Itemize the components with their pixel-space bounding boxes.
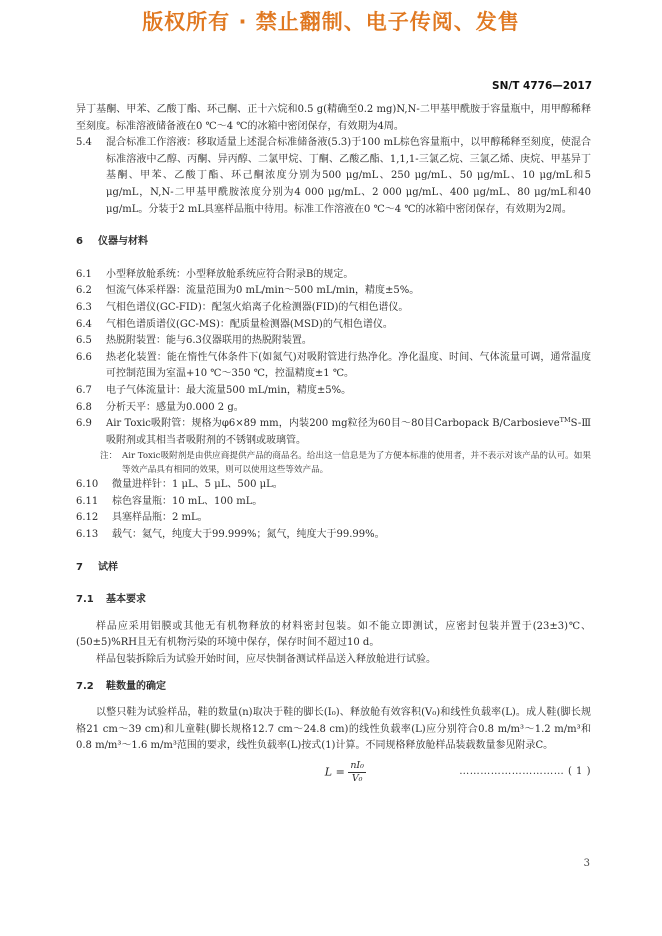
chapter-title: 仪器与材料 (98, 236, 148, 248)
item-text: 电子气体流量计：最大流量500 mL/min，精度±5%。 (106, 384, 352, 396)
list-item (76, 267, 591, 284)
list-item (76, 350, 591, 383)
item-text: 热脱附装置：能与6.3仪器联用的热脱附装置。 (106, 335, 312, 347)
chapter-number: 7 (76, 561, 83, 573)
leader-dots: ………………………… (459, 765, 565, 777)
item-text: 棕色容量瓶：10 mL、100 mL。 (112, 495, 263, 507)
item-text-part: Air Toxic吸附管：规格为φ6×89 mm，内装200 mg粒径为60目～80目Carbopack B/Carbosieve (106, 418, 560, 430)
equation-number: ( 1 ) (567, 765, 591, 777)
section-number: 7.2 (76, 680, 94, 692)
section-number: 7.1 (76, 594, 94, 606)
chapter-heading-6 (76, 234, 591, 251)
item-number: 6.5 (76, 335, 92, 347)
item-text: 恒流气体采样器：流量范围为0 mL/min～500 mL/min，精度±5%。 (106, 285, 420, 297)
list-item (76, 494, 591, 511)
item-number: 6.1 (76, 268, 92, 280)
item-text: 具塞样品瓶：2 mL。 (112, 512, 208, 524)
item-number: 6.6 (76, 351, 92, 363)
list-item (76, 333, 591, 350)
chapter-heading-7 (76, 560, 591, 577)
item-text: 载气：氦气，纯度大于99.999%；氮气，纯度大于99.99%。 (112, 529, 385, 541)
list-item (76, 317, 591, 334)
item-number: 6.13 (76, 529, 99, 541)
trademark-mark: TM (559, 416, 571, 425)
standard-number: SN/T 4776—2017 (492, 80, 592, 92)
paragraph: 样品应采用铝膜或其他无有机物释放的材料密封包装。如不能立即测试，应密封包装并置于(23±3)℃、(50±5)%RH且无有机物污染的环境中保存，保存时间不超过10 d。 (76, 620, 591, 649)
document-body (76, 102, 591, 787)
item-number: 6.12 (76, 512, 99, 524)
item-number: 6.11 (76, 495, 99, 507)
page-number: 3 (583, 858, 590, 869)
item-text: 小型释放舱系统：小型释放舱系统应符合附录B的规定。 (106, 268, 354, 280)
list-item (76, 400, 591, 417)
note-label: 注： (100, 451, 118, 462)
formula-fraction (348, 760, 366, 785)
paragraph: 样品包装拆除后为试验开始时间，应尽快制备测试样品送入释放舱进行试验。 (96, 654, 436, 666)
list-item (76, 283, 591, 300)
chapter-number: 6 (76, 236, 83, 248)
formula-denominator: V₀ (351, 772, 363, 784)
list-item (76, 416, 591, 449)
section-heading-7-1 (76, 592, 591, 609)
item-text-part: S-Ⅲ吸附剂或其相当者吸附剂的不锈钢或玻璃管。 (106, 418, 591, 446)
section-5-4 (76, 135, 591, 218)
formula-lhs: L = (324, 765, 345, 778)
item-number: 6.4 (76, 318, 92, 330)
formula-expression (76, 760, 446, 785)
item-number: 6.9 (76, 418, 92, 430)
item-number: 6.3 (76, 301, 92, 313)
section-heading-7-2 (76, 679, 591, 696)
section-title: 鞋数量的确定 (106, 680, 166, 692)
item-text: 热老化装置：能在惰性气体条件下(如氮气)对吸附管进行热净化。净化温度、时间、气体流量可调，通常温度可控制范围为室温+10 ℃～350 ℃，控温精度±1 ℃。 (106, 351, 591, 380)
item-text: 气相色谱质谱仪(GC-MS)：配质量检测器(MSD)的气相色谱仪。 (106, 318, 393, 330)
copyright-banner (0, 6, 662, 36)
formula-1 (76, 757, 591, 787)
note-text: Air Toxic吸附剂是由供应商提供产品的商品名。给出这一信息是为了方便本标准的使用者，并不表示对该产品的认可。如果等效产品具有相同的效果，则可以使用这些等效产品。 (122, 451, 591, 476)
paragraph-continued: 异丁基酮、甲苯、乙酸丁酯、环己酮、正十六烷和0.5 g(精确至0.2 mg)N,N-二甲基甲酰胺于容量瓶中，用甲醇稀释至刻度。标准溶液储备液在0 ℃～4 ℃的冰箱中密闭保存，有效期为4周。 (76, 104, 591, 132)
item-number: 6.2 (76, 285, 92, 297)
item-text: 分析天平：感量为0.000 2 g。 (106, 401, 244, 413)
note (76, 449, 591, 477)
item-text (106, 416, 591, 449)
section-text: 混合标准工作溶液：移取适量上述混合标准储备液(5.3)于100 mL棕色容量瓶中，以甲醇稀释至刻度，使混合标准溶液中乙醇、丙酮、异丙醇、二氯甲烷、丁酮、乙酸乙酯、1,1,1-三氯乙烷、三氯乙烯、庚烷、甲基异丁基酮、甲苯、乙酸丁酯、环己酮浓度分别为500 μg/mL、250 μg/mL、50 μg/mL、10 μg/mL和5 μg/mL，N,N-二甲基甲酰胺浓度分别为4 000 μg/mL、2 000 μg/mL、400 μg/mL、80 μg/mL和40 μg/mL。分装于2 mL具塞样品瓶中待用。标准工作溶液在0 ℃～4 ℃的冰箱中密闭保存，有效期为2周。 (106, 137, 591, 215)
list-item (76, 527, 591, 544)
chapter-title: 试样 (98, 561, 118, 573)
list-item (76, 300, 591, 317)
list-item (76, 383, 591, 400)
list-item (76, 477, 591, 494)
item-number: 6.8 (76, 401, 92, 413)
formula-leader-dots (446, 764, 591, 781)
paragraph: 以整只鞋为试验样品，鞋的数量(n)取决于鞋的脚长(I₀)、释放舱有效容积(V₀)和线性负载率(L)。成人鞋(脚长规格21 cm～39 cm)和儿童鞋(脚长规格12.7 cm～24.8 cm)的线性负载率(L)应分别符合0.8 m/m³～1.2 m/m³和0.8 m/m³～1.6 m/m³范围的要求，线性负载率(L)按式(1)计算。不同规格释放舱样品装载数量参见附录C。 (76, 707, 591, 752)
list-item (76, 510, 591, 527)
item-number: 6.10 (76, 479, 99, 491)
item-text: 微量进样针：1 μL、5 μL、500 μL。 (112, 479, 283, 491)
item-text: 气相色谱仪(GC-FID)：配氢火焰离子化检测器(FID)的气相色谱仪。 (106, 301, 409, 313)
section-title: 基本要求 (106, 594, 146, 606)
banner-text: 版权所有 · 禁止翻制、电子传阅、发售 (142, 10, 520, 34)
formula-numerator: nI₀ (350, 759, 364, 771)
section-number: 5.4 (76, 137, 92, 149)
item-number: 6.7 (76, 384, 92, 396)
